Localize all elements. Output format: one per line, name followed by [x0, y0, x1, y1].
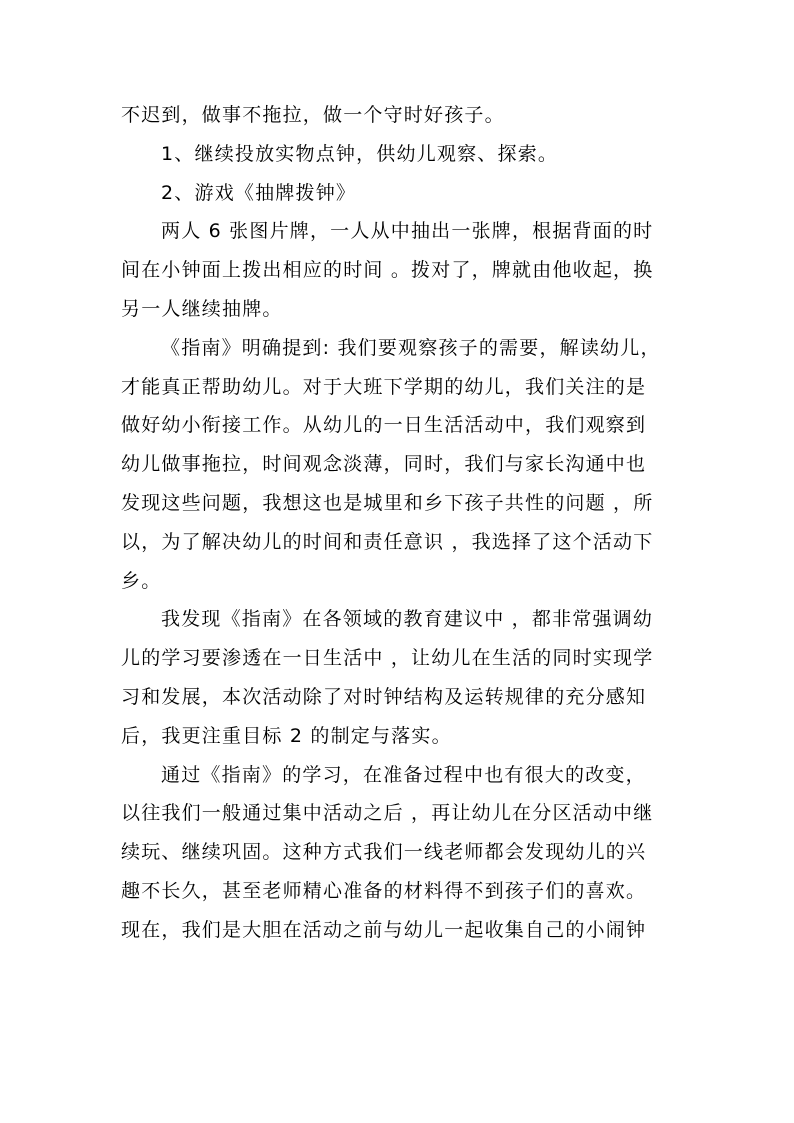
text-line: 趣不长久，甚至老师精心准备的材料得不到孩子们的喜欢。: [121, 879, 647, 902]
text-line: 才能真正帮助幼儿。对于大班下学期的幼儿，我们关注的是: [121, 375, 647, 398]
text-line: 两人 6 张图片牌，一人从中抽出一张牌，根据背面的时: [161, 220, 654, 243]
text-line: 发现这些问题，我想这也是城里和乡下孩子共性的问题 ，所: [121, 491, 654, 514]
text-line: 间在小钟面上拨出相应的时间 。拨对了，牌就由他收起，换: [121, 259, 654, 282]
text-line: 不迟到，做事不拖拉，做一个守时好孩子。: [121, 104, 505, 126]
text-line: 另一人继续抽牌。: [121, 297, 283, 320]
text-line: 以，为了解决幼儿的时间和责任意识 ，我选择了这个活动下: [121, 530, 654, 553]
text-line: 现在，我们是大胆在活动之前与幼儿一起收集自己的小闹钟: [121, 918, 647, 941]
text-line: 1、继续投放实物点钟，供幼儿观察、探索。: [161, 142, 559, 165]
text-line: 我发现《指南》在各领域的教育建议中 ，都非常强调幼: [161, 608, 654, 631]
text-line: 2、游戏《抽牌拨钟》: [161, 181, 357, 204]
text-line: 《指南》明确提到: 我们要观察孩子的需要，解读幼儿，: [161, 336, 661, 359]
text-line: 习和发展，本次活动除了对时钟结构及运转规律的充分感知: [121, 685, 647, 708]
document-body: [121, 96, 681, 950]
text-line: 儿的学习要渗透在一日生活中 ，让幼儿在生活的同时实现学: [121, 647, 654, 670]
text-line: 做好幼小衔接工作。从幼儿的一日生活活动中，我们观察到: [121, 414, 647, 437]
text-line: 以往我们一般通过集中活动之后 ，再让幼儿在分区活动中继: [121, 802, 654, 825]
text-line: 乡。: [121, 569, 162, 592]
text-line: 后，我更注重目标 2 的制定与落实。: [121, 724, 452, 747]
text-line: 续玩、继续巩固。这种方式我们一线老师都会发现幼儿的兴: [121, 841, 647, 864]
text-line: 通过《指南》的学习，在准备过程中也有很大的改变，: [161, 763, 646, 786]
text-line: 幼儿做事拖拉，时间观念淡薄，同时，我们与家长沟通中也: [121, 453, 647, 476]
